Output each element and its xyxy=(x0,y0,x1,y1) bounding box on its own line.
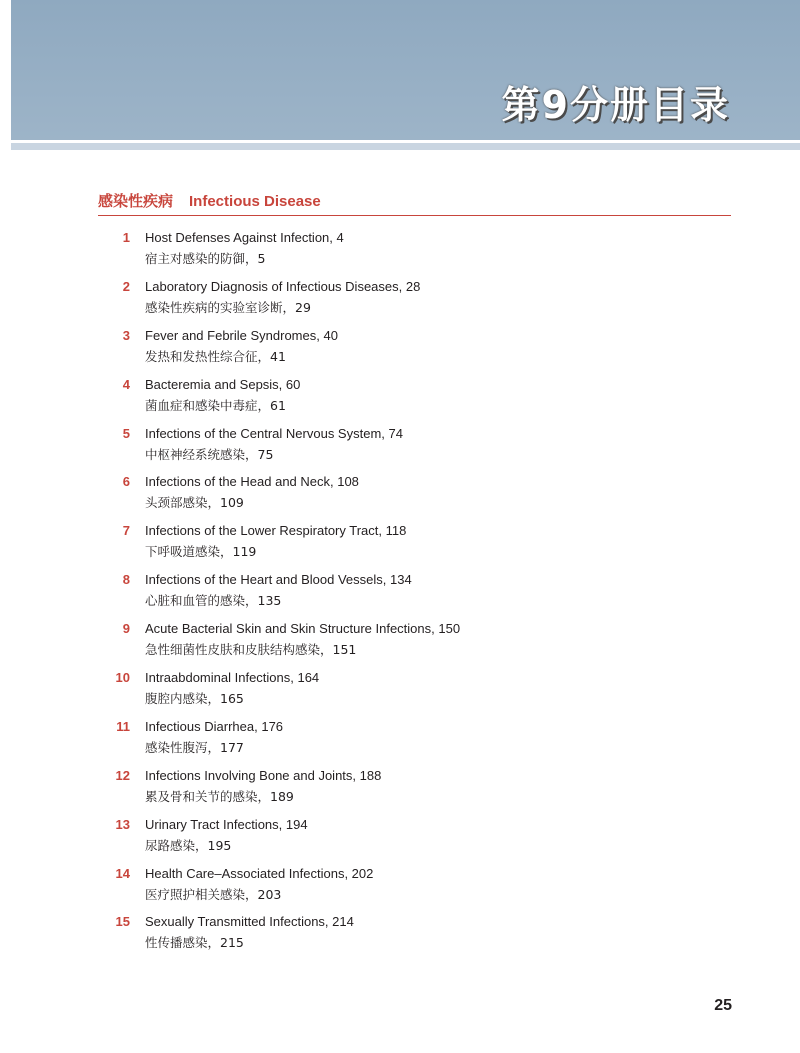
chapter-title-en[interactable]: Infections of the Head and Neck, 108 xyxy=(145,474,359,490)
toc-entry[interactable] xyxy=(0,325,800,374)
toc-entry[interactable] xyxy=(0,569,800,618)
chapter-title-en[interactable]: Infectious Diarrhea, 176 xyxy=(145,718,284,734)
section-heading xyxy=(98,192,731,216)
chapter-title-en[interactable]: Urinary Tract Infections, 194 xyxy=(145,816,308,832)
toc-entry[interactable] xyxy=(0,863,800,912)
chapter-title-en[interactable]: Sexually Transmitted Infections, 214 xyxy=(145,914,354,930)
toc-entry[interactable] xyxy=(0,716,800,765)
chapter-number: 15 xyxy=(115,914,130,930)
chapter-number: 10 xyxy=(115,670,130,686)
chapter-title-zh[interactable]: 下呼吸道感染，119 xyxy=(145,544,257,560)
chapter-number: 7 xyxy=(122,523,130,539)
page-number: 25 xyxy=(714,997,732,1014)
volume-title: 第9分册目录 xyxy=(501,83,730,127)
chapter-title-en[interactable]: Infections Involving Bone and Joints, 188 xyxy=(145,767,382,783)
toc-entry[interactable] xyxy=(0,471,800,520)
banner-divider xyxy=(11,143,800,150)
chapter-title-en[interactable]: Laboratory Diagnosis of Infectious Diseases, 28 xyxy=(145,278,421,294)
chapter-title-en[interactable]: Infections of the Lower Respiratory Tract, 118 xyxy=(145,523,407,539)
chapter-number: 11 xyxy=(116,718,130,734)
toc-entry[interactable] xyxy=(0,227,800,276)
toc-entry[interactable] xyxy=(0,911,800,960)
section-title-en: Infectious Disease xyxy=(189,193,321,210)
chapter-title-zh[interactable]: 头颈部感染，109 xyxy=(145,495,244,511)
chapter-number: 12 xyxy=(115,767,130,783)
chapter-number: 3 xyxy=(122,327,130,343)
toc-entry[interactable] xyxy=(0,374,800,423)
chapter-title-en[interactable]: Bacteremia and Sepsis, 60 xyxy=(145,376,301,392)
chapter-title-en[interactable]: Acute Bacterial Skin and Skin Structure Infections, 150 xyxy=(145,621,461,637)
chapter-title-zh[interactable]: 尿路感染，195 xyxy=(145,837,232,853)
chapter-title-zh[interactable]: 心脏和血管的感染，135 xyxy=(145,593,282,609)
section-title-zh: 感染性疾病 xyxy=(98,192,174,210)
chapter-title-zh[interactable]: 累及骨和关节的感染，189 xyxy=(145,788,294,804)
chapter-number: 13 xyxy=(115,816,130,832)
chapter-number: 14 xyxy=(115,865,130,881)
chapter-title-zh[interactable]: 菌血症和感染中毒症，61 xyxy=(145,397,286,413)
chapter-number: 8 xyxy=(122,572,130,588)
chapter-number: 1 xyxy=(122,230,130,245)
chapter-title-zh[interactable]: 腹腔内感染，165 xyxy=(145,691,244,707)
toc-entry[interactable] xyxy=(0,618,800,667)
chapter-number: 9 xyxy=(122,621,130,637)
chapter-title-en[interactable]: Fever and Febrile Syndromes, 40 xyxy=(145,327,338,343)
toc-entry[interactable] xyxy=(0,520,800,569)
chapter-title-zh[interactable]: 性传播感染，215 xyxy=(145,935,244,951)
chapter-title-en[interactable]: Infections of the Central Nervous System, 74 xyxy=(145,425,403,441)
chapter-number: 5 xyxy=(122,425,130,441)
chapter-title-en[interactable]: Intraabdominal Infections, 164 xyxy=(145,670,320,686)
chapter-title-zh[interactable]: 感染性腹泻，177 xyxy=(145,739,244,755)
chapter-title-zh[interactable]: 发热和发热性综合征，41 xyxy=(145,348,286,364)
toc-entry[interactable] xyxy=(0,276,800,325)
chapter-title-zh[interactable]: 宿主对感染的防御，5 xyxy=(145,251,266,266)
chapter-number: 2 xyxy=(122,278,130,294)
toc-entry[interactable] xyxy=(0,814,800,863)
toc-entry[interactable] xyxy=(0,423,800,472)
chapter-title-en[interactable]: Host Defenses Against Infection, 4 xyxy=(145,230,344,245)
chapter-title-en[interactable]: Infections of the Heart and Blood Vessels, 134 xyxy=(145,572,412,588)
chapter-title-zh[interactable]: 急性细菌性皮肤和皮肤结构感染，151 xyxy=(145,642,357,658)
table-of-contents xyxy=(0,227,800,960)
chapter-title-zh[interactable]: 感染性疾病的实验室诊断，29 xyxy=(145,299,311,315)
chapter-title-zh[interactable]: 中枢神经系统感染，75 xyxy=(145,446,274,462)
toc-entry[interactable] xyxy=(0,667,800,716)
chapter-title-en[interactable]: Health Care–Associated Infections, 202 xyxy=(145,865,374,881)
chapter-title-zh[interactable]: 医疗照护相关感染，203 xyxy=(145,886,282,902)
chapter-number: 6 xyxy=(122,474,130,490)
toc-entry[interactable] xyxy=(0,765,800,814)
chapter-number: 4 xyxy=(122,376,130,392)
